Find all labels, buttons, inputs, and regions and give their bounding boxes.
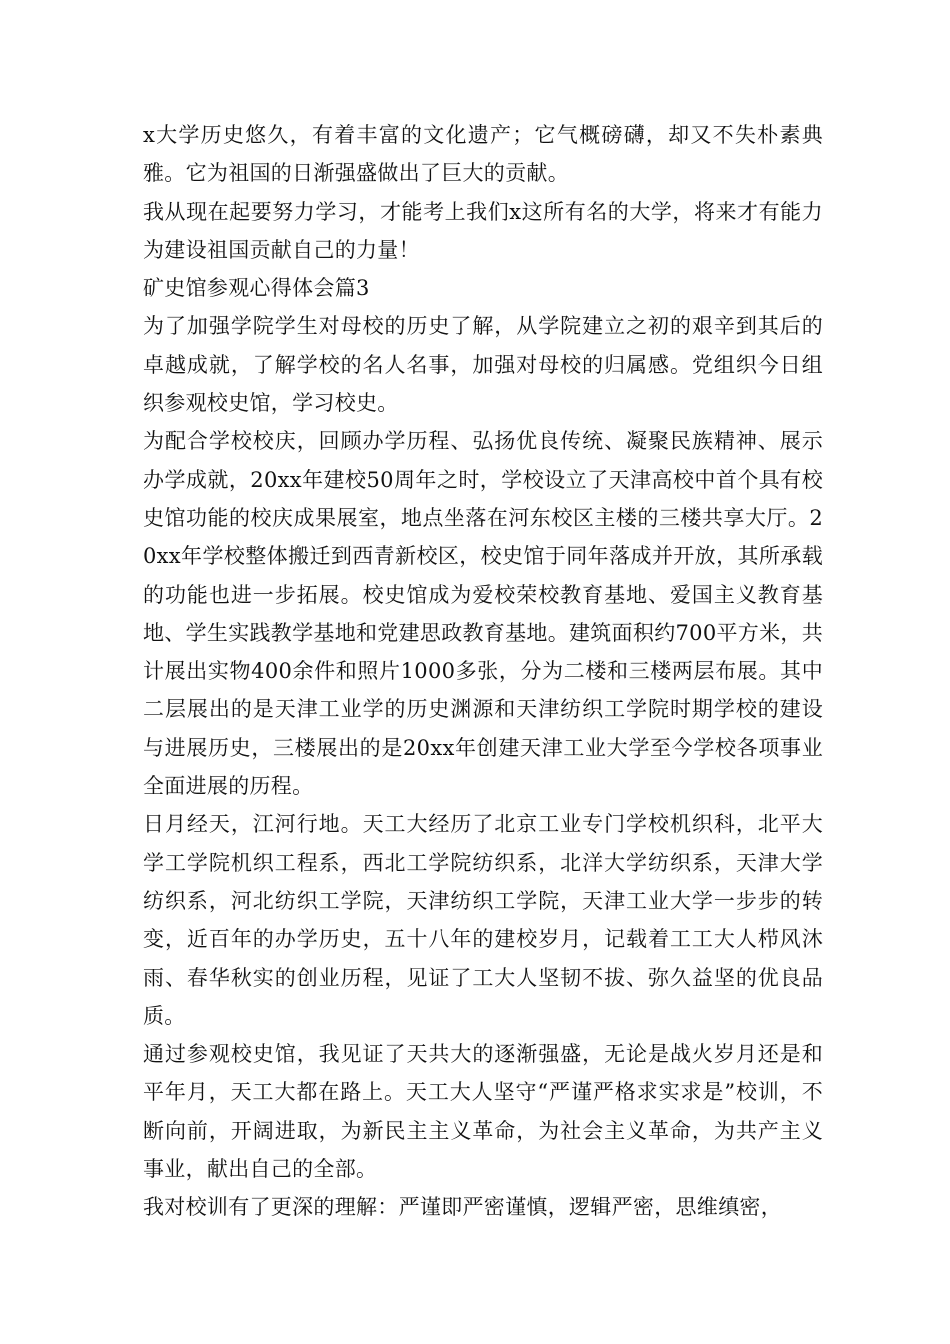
paragraph-history-museum: 为配合学校校庆，回顾办学历程、弘扬优良传统、凝聚民族精神、展示办学成就，20xx年建校50周年之时，学校设立了天津高校中首个具有校史馆功能的校庆成果展室，地点坐落在河东校区主楼的三楼共享大厅。20xx年学校整体搬迁到西青新校区，校史馆于同年落成并开放，其所承载的功能也进一步拓展。校史馆成为爱校荣校教育基地、爱国主义教育基地、学生实践教学基地和党建思政教育基地。建筑面积约700平方米，共计展出实物400余件和照片1000多张，分为二楼和三楼两层布展。其中二层展出的是天津工业学的历史渊源和天津纺织工学院时期学校的建设与进展历史，三楼展出的是20xx年创建天津工业大学至今学校各项事业全面进展的历程。 <box>143 429 823 799</box>
paragraph-purpose: 为了加强学院学生对母校的历史了解，从学院建立之初的艰辛到其后的卓越成就，了解学校的名人名事，加强对母校的归属感。党组织今日组织参观校史馆，学习校史。 <box>143 314 823 416</box>
paragraph-reflection: 通过参观校史馆，我见证了天共大的逐渐强盛，无论是战火岁月还是和平年月，天工大都在路上。天工大人坚守“严谨严格求实求是”校训，不断向前，开阔进取，为新民主主义革命，为社会主义革命，为共产主义事业，献出自己的全部。 <box>143 1042 823 1182</box>
paragraph-study-goal: 我从现在起要努力学习，才能考上我们x这所有名的大学，将来才有能力为建设祖国贡献自己的力量！ <box>143 199 823 262</box>
section-title: 矿史馆参观心得体会篇3 <box>143 276 370 301</box>
paragraph-heritage: x大学历史悠久，有着丰富的文化遗产；它气概磅礴，却又不失朴素典雅。它为祖国的日渐强盛做出了巨大的贡献。 <box>143 123 823 186</box>
paragraph-motto: 我对校训有了更深的理解：严谨即严密谨慎，逻辑严密，思维缜密， <box>143 1195 782 1220</box>
document-body <box>143 116 823 1227</box>
paragraph-evolution: 日月经天，江河行地。天工大经历了北京工业专门学校机织科，北平大学工学院机织工程系，西北工学院纺织系，北洋大学纺织系，天津大学纺织系，河北纺织工学院，天津纺织工学院，天津工业大学一步步的转变，近百年的办学历史，五十八年的建校岁月，记载着工工大人栉风沐雨、春华秋实的创业历程，见证了工大人坚韧不拔、弥久益坚的优良品质。 <box>143 812 823 1028</box>
